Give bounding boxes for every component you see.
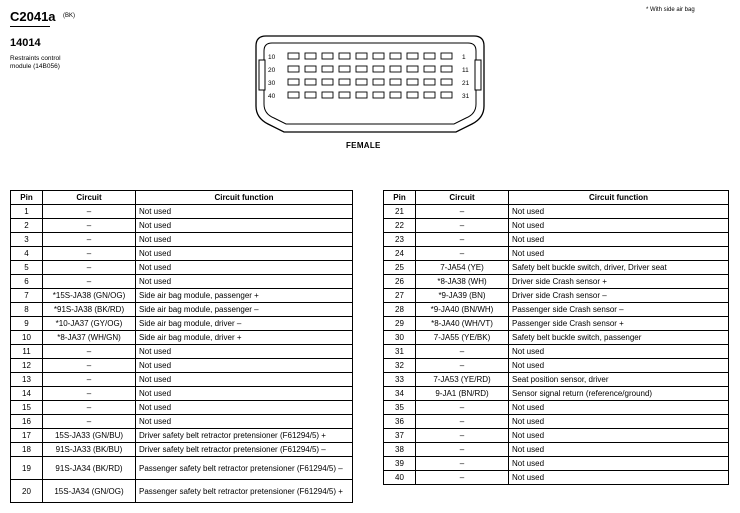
circuit-cell: *10-JA37 (GY/OG) <box>43 317 136 331</box>
pin-cell: 27 <box>384 289 416 303</box>
header-circuit: Circuit <box>416 191 509 205</box>
function-cell: Side air bag module, driver + <box>136 331 353 345</box>
function-cell: Driver safety belt retractor pretensioner (F61294/5) + <box>136 429 353 443</box>
pin-cell: 30 <box>384 331 416 345</box>
pin-cavity <box>322 79 333 85</box>
pin-cavity <box>441 79 452 85</box>
table-row <box>11 275 353 289</box>
pin-cell: 28 <box>384 303 416 317</box>
pin-cell: 12 <box>11 359 43 373</box>
pin-cell: 21 <box>384 205 416 219</box>
circuit-cell: *91S-JA38 (BK/RD) <box>43 303 136 317</box>
function-cell: Driver safety belt retractor pretensioner (F61294/5) – <box>136 443 353 457</box>
pin-cavity <box>424 53 435 59</box>
pin-cell: 18 <box>11 443 43 457</box>
pin-cavity <box>288 79 299 85</box>
pin-label-31: 31 <box>462 93 470 100</box>
pin-cell: 36 <box>384 415 416 429</box>
circuit-cell: 7-JA53 (YE/RD) <box>416 373 509 387</box>
pin-label-20: 20 <box>268 67 276 74</box>
pin-cavity <box>390 92 401 98</box>
table-row <box>384 443 729 457</box>
table-row <box>384 275 729 289</box>
table-row <box>11 429 353 443</box>
table-row <box>384 429 729 443</box>
circuit-cell: 7-JA55 (YE/BK) <box>416 331 509 345</box>
circuit-cell: – <box>43 387 136 401</box>
circuit-cell: – <box>416 443 509 457</box>
table-row <box>11 373 353 387</box>
pin-label-30: 30 <box>268 80 276 87</box>
function-cell: Not used <box>136 387 353 401</box>
pin-cavity <box>407 53 418 59</box>
pin-cavity <box>322 66 333 72</box>
connector-diagram <box>250 32 490 136</box>
pin-cell: 33 <box>384 373 416 387</box>
circuit-cell: – <box>43 261 136 275</box>
circuit-cell: – <box>43 415 136 429</box>
function-cell: Not used <box>136 345 353 359</box>
pin-cell: 9 <box>11 317 43 331</box>
function-cell: Passenger safety belt retractor pretensioner (F61294/5) – <box>136 457 353 480</box>
connector-gender-label: FEMALE <box>346 141 381 150</box>
pin-cavity <box>288 53 299 59</box>
pin-cavity <box>373 79 384 85</box>
connector-color: (BK) <box>63 13 75 19</box>
circuit-cell: – <box>43 247 136 261</box>
table-row <box>11 247 353 261</box>
table-header-row <box>11 191 353 205</box>
pin-label-21: 21 <box>462 80 470 87</box>
circuit-cell: *8-JA38 (WH) <box>416 275 509 289</box>
header-pin: Pin <box>384 191 416 205</box>
pin-cell: 32 <box>384 359 416 373</box>
function-cell: Sensor signal return (reference/ground) <box>509 387 729 401</box>
header-function: Circuit function <box>509 191 729 205</box>
pin-cavity <box>339 66 350 72</box>
pin-cell: 8 <box>11 303 43 317</box>
table-row <box>384 345 729 359</box>
pin-cavity <box>373 66 384 72</box>
pin-cavity <box>356 79 367 85</box>
pin-cell: 22 <box>384 219 416 233</box>
pin-cavity <box>356 92 367 98</box>
circuit-cell: *15S-JA38 (GN/OG) <box>43 289 136 303</box>
pin-cavity <box>390 66 401 72</box>
circuit-cell: – <box>43 219 136 233</box>
pin-cavity <box>305 53 316 59</box>
function-cell: Not used <box>509 401 729 415</box>
header-divider <box>10 26 50 27</box>
pin-cavity <box>390 79 401 85</box>
table-row <box>11 443 353 457</box>
header-function: Circuit function <box>136 191 353 205</box>
function-cell: Not used <box>136 233 353 247</box>
pin-cell: 14 <box>11 387 43 401</box>
module-description: Restraints control module (14B056) <box>10 55 61 70</box>
circuit-cell: – <box>416 233 509 247</box>
pin-cavity <box>424 79 435 85</box>
function-cell: Not used <box>136 205 353 219</box>
function-cell: Not used <box>509 345 729 359</box>
table-row <box>11 289 353 303</box>
pin-cell: 6 <box>11 275 43 289</box>
pin-cell: 7 <box>11 289 43 303</box>
table-row <box>384 233 729 247</box>
function-cell: Not used <box>509 233 729 247</box>
pin-cell: 31 <box>384 345 416 359</box>
circuit-cell: – <box>43 359 136 373</box>
pin-cavity <box>441 66 452 72</box>
pin-label-1: 1 <box>462 54 466 61</box>
circuit-cell: – <box>416 401 509 415</box>
function-cell: Driver side Crash sensor – <box>509 289 729 303</box>
pin-cavity <box>339 79 350 85</box>
table-row <box>384 247 729 261</box>
table-row <box>384 317 729 331</box>
table-row <box>11 345 353 359</box>
table-row <box>384 331 729 345</box>
table-row <box>11 303 353 317</box>
pin-cell: 24 <box>384 247 416 261</box>
table-row <box>11 219 353 233</box>
table-row <box>11 261 353 275</box>
connector-code: C2041a <box>10 9 56 24</box>
circuit-cell: *9-JA39 (BN) <box>416 289 509 303</box>
function-cell: Not used <box>509 359 729 373</box>
circuit-cell: – <box>43 275 136 289</box>
pin-cell: 15 <box>11 401 43 415</box>
table-row <box>11 457 353 480</box>
pin-cavity <box>424 92 435 98</box>
pin-cell: 19 <box>11 457 43 480</box>
function-cell: Side air bag module, passenger + <box>136 289 353 303</box>
function-cell: Safety belt buckle switch, driver, Driver seat <box>509 261 729 275</box>
pin-cavity <box>339 53 350 59</box>
pin-cell: 2 <box>11 219 43 233</box>
function-cell: Side air bag module, driver – <box>136 317 353 331</box>
pin-cavity <box>441 53 452 59</box>
footnote: * With side air bag <box>646 7 695 13</box>
table-row <box>384 219 729 233</box>
part-number: 14014 <box>10 37 41 49</box>
pin-cavity <box>407 66 418 72</box>
function-cell: Not used <box>509 205 729 219</box>
function-cell: Not used <box>136 261 353 275</box>
pin-cavity <box>407 79 418 85</box>
pin-cell: 3 <box>11 233 43 247</box>
pin-label-40: 40 <box>268 93 276 100</box>
pin-cavity <box>407 92 418 98</box>
circuit-cell: – <box>416 247 509 261</box>
circuit-cell: – <box>416 415 509 429</box>
pin-cell: 40 <box>384 471 416 485</box>
pin-label-11: 11 <box>462 67 469 74</box>
circuit-cell: – <box>43 205 136 219</box>
table-row <box>384 289 729 303</box>
pin-cell: 4 <box>11 247 43 261</box>
table-row <box>384 415 729 429</box>
table-row <box>384 401 729 415</box>
circuit-cell: *9-JA40 (BN/WH) <box>416 303 509 317</box>
function-cell: Not used <box>136 359 353 373</box>
function-cell: Not used <box>509 457 729 471</box>
pin-cavity <box>424 66 435 72</box>
circuit-cell: – <box>416 471 509 485</box>
circuit-cell: 7-JA54 (YE) <box>416 261 509 275</box>
function-cell: Safety belt buckle switch, passenger <box>509 331 729 345</box>
function-cell: Not used <box>509 247 729 261</box>
circuit-cell: 91S-JA33 (BK/BU) <box>43 443 136 457</box>
table-row <box>384 261 729 275</box>
header-circuit: Circuit <box>43 191 136 205</box>
table-row <box>11 317 353 331</box>
table-row <box>11 401 353 415</box>
function-cell: Not used <box>136 219 353 233</box>
circuit-cell: 91S-JA34 (BK/RD) <box>43 457 136 480</box>
pin-cavity <box>373 92 384 98</box>
pin-cavity <box>288 92 299 98</box>
pin-cell: 13 <box>11 373 43 387</box>
pin-cavity <box>305 92 316 98</box>
table-row <box>384 205 729 219</box>
function-cell: Not used <box>509 471 729 485</box>
circuit-cell: 9-JA1 (BN/RD) <box>416 387 509 401</box>
circuit-cell: 15S-JA34 (GN/OG) <box>43 480 136 503</box>
pin-cell: 23 <box>384 233 416 247</box>
function-cell: Not used <box>136 275 353 289</box>
pin-cavity <box>339 92 350 98</box>
function-cell: Seat position sensor, driver <box>509 373 729 387</box>
circuit-cell: *8-JA37 (WH/GN) <box>43 331 136 345</box>
pin-cell: 5 <box>11 261 43 275</box>
pin-cavity <box>373 53 384 59</box>
circuit-cell: – <box>416 345 509 359</box>
table-row <box>384 303 729 317</box>
pin-cavity <box>322 53 333 59</box>
table-header-row <box>384 191 729 205</box>
pin-cell: 29 <box>384 317 416 331</box>
table-row <box>384 387 729 401</box>
connector-left-latch <box>259 60 265 90</box>
function-cell: Not used <box>509 443 729 457</box>
pin-cavity <box>356 53 367 59</box>
pin-cavity <box>288 66 299 72</box>
table-row <box>11 359 353 373</box>
circuit-cell: – <box>43 373 136 387</box>
table-row <box>384 457 729 471</box>
circuit-cell: – <box>416 205 509 219</box>
circuit-cell: – <box>416 429 509 443</box>
circuit-cell: – <box>43 401 136 415</box>
table-row <box>384 373 729 387</box>
function-cell: Not used <box>509 219 729 233</box>
function-cell: Passenger safety belt retractor pretensioner (F61294/5) + <box>136 480 353 503</box>
pin-cavity <box>356 66 367 72</box>
pin-label-10: 10 <box>268 54 276 61</box>
function-cell: Side air bag module, passenger – <box>136 303 353 317</box>
table-row <box>11 205 353 219</box>
circuit-cell: – <box>43 233 136 247</box>
pin-cell: 39 <box>384 457 416 471</box>
function-cell: Not used <box>136 415 353 429</box>
function-cell: Driver side Crash sensor + <box>509 275 729 289</box>
function-cell: Passenger side Crash sensor + <box>509 317 729 331</box>
header-pin: Pin <box>11 191 43 205</box>
table-row <box>11 480 353 503</box>
pin-table-left <box>10 190 353 503</box>
pin-cell: 25 <box>384 261 416 275</box>
circuit-cell: *8-JA40 (WH/VT) <box>416 317 509 331</box>
circuit-cell: – <box>43 345 136 359</box>
pin-cavity-grid <box>288 53 452 98</box>
pin-cavity <box>441 92 452 98</box>
table-row <box>11 331 353 345</box>
pin-cell: 1 <box>11 205 43 219</box>
pin-cell: 17 <box>11 429 43 443</box>
function-cell: Not used <box>136 247 353 261</box>
function-cell: Not used <box>509 415 729 429</box>
function-cell: Not used <box>136 401 353 415</box>
pin-cell: 11 <box>11 345 43 359</box>
pin-cell: 35 <box>384 401 416 415</box>
pin-cell: 38 <box>384 443 416 457</box>
pin-cell: 10 <box>11 331 43 345</box>
pin-cell: 37 <box>384 429 416 443</box>
table-row <box>11 233 353 247</box>
table-row <box>11 387 353 401</box>
connector-right-latch <box>475 60 481 90</box>
circuit-cell: – <box>416 457 509 471</box>
function-cell: Not used <box>509 429 729 443</box>
pin-cavity <box>305 79 316 85</box>
table-row <box>384 359 729 373</box>
pin-cavity <box>390 53 401 59</box>
pin-cell: 16 <box>11 415 43 429</box>
pin-cell: 34 <box>384 387 416 401</box>
pin-table-right <box>383 190 729 485</box>
function-cell: Passenger side Crash sensor – <box>509 303 729 317</box>
circuit-cell: – <box>416 219 509 233</box>
circuit-cell: – <box>416 359 509 373</box>
pin-cavity <box>305 66 316 72</box>
table-row <box>384 471 729 485</box>
function-cell: Not used <box>136 373 353 387</box>
pin-cavity <box>322 92 333 98</box>
table-row <box>11 415 353 429</box>
pin-cell: 20 <box>11 480 43 503</box>
pin-cell: 26 <box>384 275 416 289</box>
circuit-cell: 15S-JA33 (GN/BU) <box>43 429 136 443</box>
